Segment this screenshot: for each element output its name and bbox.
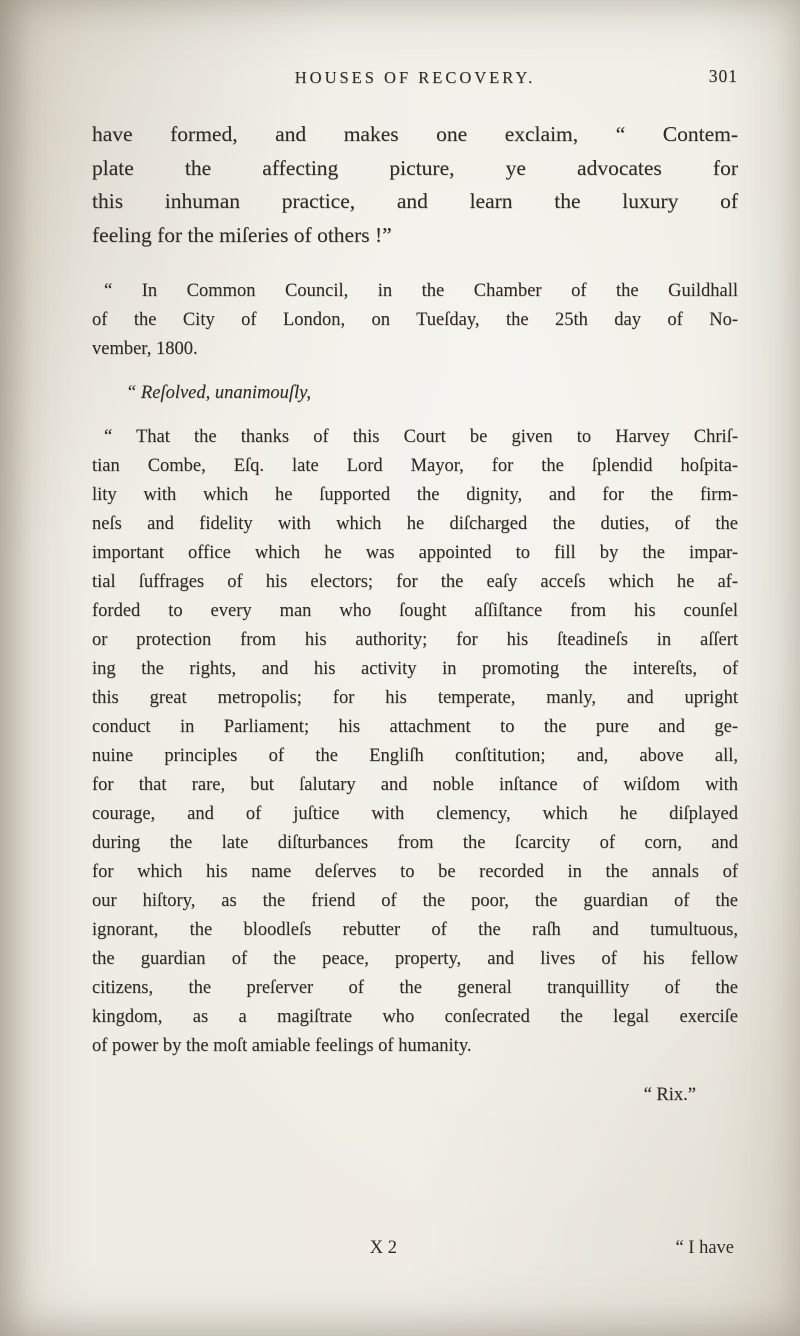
text-line: nuine principles of the Engliſh conſtitution; and, above all, <box>92 746 738 766</box>
resolution-body <box>92 423 738 1061</box>
clerk-signature: “ Rix.” <box>643 1085 696 1105</box>
intro-paragraph <box>92 118 738 252</box>
text-line: of the City of London, on Tueſday, the 25th day of No- <box>92 310 738 330</box>
council-heading <box>92 277 738 364</box>
text-column <box>92 66 738 1106</box>
text-line: during the late diſturbances from the ſcarcity of corn, and <box>92 833 738 853</box>
text-line: neſs and fidelity with which he diſcharged the duties, of the <box>92 514 738 534</box>
page-header <box>92 66 738 92</box>
text-line: this great metropolis; for his temperate, manly, and upright <box>92 688 738 708</box>
text-line: vember, 1800. <box>92 339 198 359</box>
text-line: lity with which he ſupported the dignity, and for the firm- <box>92 485 738 505</box>
catchword: “ I have <box>675 1238 734 1258</box>
running-title: HOUSES OF RECOVERY. <box>294 68 536 87</box>
text-line: conduct in Parliament; his attachment to the pure and ge- <box>92 717 738 737</box>
text-line: ing the rights, and his activity in promoting the intereſts, of <box>92 659 738 679</box>
text-line: have formed, and makes one exclaim, “ Contem- <box>92 122 738 146</box>
text-line: for that rare, but ſalutary and noble inſtance of wiſdom with <box>92 775 738 795</box>
text-line: “ That the thanks of this Court be given to Harvey Chriſ- <box>104 427 738 447</box>
text-line: for which his name deſerves to be recorded in the annals of <box>92 862 738 882</box>
page-number: 301 <box>708 66 738 86</box>
text-line: kingdom, as a magiſtrate who conſecrated the legal exerciſe <box>92 1007 738 1027</box>
text-line: tian Combe, Eſq. late Lord Mayor, for the ſplendid hoſpita- <box>92 456 738 476</box>
text-line: this inhuman practice, and learn the luxury of <box>92 189 738 213</box>
text-line: feeling for the miſeries of others !” <box>92 222 392 247</box>
resolved-line: “ Reſolved, unanimouſly, <box>126 383 311 403</box>
text-line: “ In Common Council, in the Chamber of the Guildhall <box>104 281 738 301</box>
text-line: or protection from his authority; for his ſteadineſs in aſſert <box>92 630 738 650</box>
text-line: courage, and of juſtice with clemency, which he diſplayed <box>92 804 738 824</box>
text-line: tial ſuffrages of his electors; for the eaſy acceſs which he af- <box>92 572 738 592</box>
signature-mark: X 2 <box>369 1238 398 1258</box>
text-line: important office which he was appointed to fill by the impar- <box>92 543 738 563</box>
text-line: ignorant, the bloodleſs rebutter of the raſh and tumultuous, <box>92 920 738 940</box>
page-footer <box>92 1238 738 1266</box>
text-line: our hiſtory, as the friend of the poor, the guardian of the <box>92 891 738 911</box>
text-line: of power by the moſt amiable feelings of humanity. <box>92 1036 472 1056</box>
text-line: the guardian of the peace, property, and lives of his fellow <box>92 949 738 969</box>
text-line: forded to every man who ſought aſſiſtance from his counſel <box>92 601 738 621</box>
text-line: plate the affecting picture, ye advocates for <box>92 155 738 180</box>
text-line: citizens, the preſerver of the general tranquillity of the <box>92 978 738 998</box>
